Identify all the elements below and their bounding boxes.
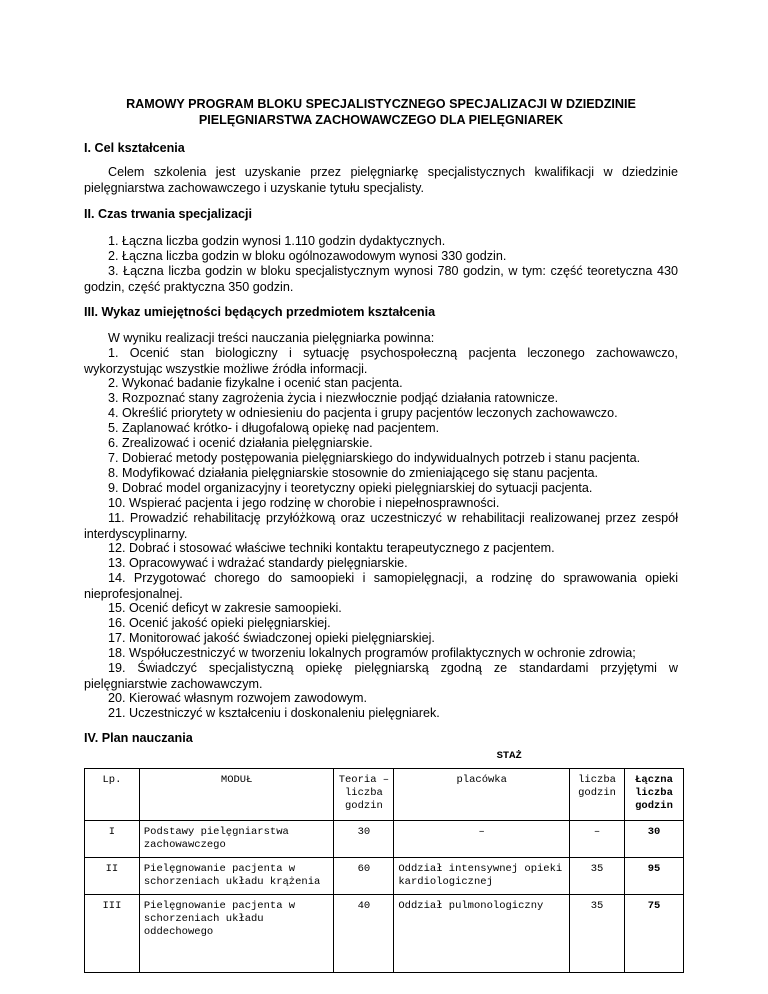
list-item: 3. Rozpoznać stany zagrożenia życia i niezwłocznie podjąć działania ratownicze. [108,391,559,405]
table-cell: 30 [625,820,684,857]
list-item: 8. Modyfikować działania pielęgniarskie stosownie do zmieniającego się stanu pacjenta. [108,466,599,480]
table-cell: 35 [570,894,625,972]
table-cell: Pielęgnowanie pacjenta w schorzeniach układu oddechowego [139,894,334,972]
list-item: 4. Określić priorytety w odniesieniu do pacjenta i grupy pacjentów leczonych zachowawczo. [108,406,618,420]
header-teoria: Teoria – liczba godzin [334,768,394,820]
list-item: 20. Kierować własnym rozwojem zawodowym. [108,691,367,705]
table-cell: Oddział intensywnej opieki kardiologicznej [394,857,570,894]
table-cell: Podstawy pielęgniarstwa zachowawczego [139,820,334,857]
header-lp: Lp. [85,768,140,820]
list-item: 16. Ocenić jakość opieki pielęgniarskiej. [108,616,331,630]
curriculum-table [84,746,684,973]
list-item: 14. Przygotować chorego do samoopieki i samopielęgnacji, a rodzinę do sprawowania opieki nieprofesjonalnej. [84,571,678,601]
table-cell: 40 [334,894,394,972]
section-1-paragraph: Celem szkolenia jest uzyskanie przez pielęgniarkę specjalistycznych kwalifikacji w dziedzinie pielęgniarstwa zachowawczego i uzyskanie tytułu specjalisty. [84,165,678,195]
table-cell: – [394,820,570,857]
section-heading-2: II. Czas trwania specjalizacji [84,207,252,221]
table-cell: 95 [625,857,684,894]
document-title: RAMOWY PROGRAM BLOKU SPECJALISTYCZNEGO SPECJALIZACJI W DZIEDZINIE PIELĘGNIARSTWA ZACHOWAWCZEGO DLA PIELĘGNIAREK [126,97,636,127]
list-item: 13. Opracowywać i wdrażać standardy pielęgniarskie. [108,556,408,570]
table-cell: I [85,820,140,857]
list-item: 15. Ocenić deficyt w zakresie samoopieki. [108,601,342,615]
list-item: 5. Zaplanować krótko- i długofalową opiekę nad pacjentem. [108,421,440,435]
list-item: 7. Dobierać metody postępowania pielęgniarskiego do indywidualnych potrzeb i stanu pacjenta. [108,451,641,465]
table-cell: 30 [334,820,394,857]
staz-header: STAŻ [394,746,625,768]
header-liczba-godzin: liczba godzin [570,768,625,820]
table-cell: Pielęgnowanie pacjenta w schorzeniach układu krążenia [139,857,334,894]
table-cell: 35 [570,857,625,894]
table-cell: 75 [625,894,684,972]
table-cell: Oddział pulmonologiczny [394,894,570,972]
table-row [85,857,684,894]
list-item: 11. Prowadzić rehabilitację przyłóżkową oraz uczestniczyć w rehabilitacji realizowanej przez zespół interdyscyplinarny. [84,511,678,541]
list-item: 3. Łączna liczba godzin w bloku specjalistycznym wynosi 780 godzin, w tym: część teoretyczna 430 godzin, część praktyczna 350 godzin. [84,264,678,294]
section-heading-1: I. Cel kształcenia [84,141,185,155]
header-laczna: Łączna liczba godzin [625,768,684,820]
header-placowka: placówka [394,768,570,820]
list-item: 18. Współuczestniczyć w tworzeniu lokalnych programów profilaktycznych w ochronie zdrowia; [108,646,636,660]
section-heading-3: III. Wykaz umiejętności będących przedmiotem kształcenia [84,305,436,319]
section-3-intro: W wyniku realizacji treści nauczania pielęgniarka powinna: [108,331,435,345]
list-item: 21. Uczestniczyć w kształceniu i doskonaleniu pielęgniarek. [108,706,440,720]
table-cell: II [85,857,140,894]
table-row [85,894,684,972]
list-item: 6. Zrealizować i ocenić działania pielęgniarskie. [108,436,373,450]
list-item: 2. Łączna liczba godzin w bloku ogólnozawodowym wynosi 330 godzin. [108,249,507,263]
section-heading-4: IV. Plan nauczania [84,731,193,745]
table-cell: III [85,894,140,972]
table-row [85,820,684,857]
table-cell: 60 [334,857,394,894]
list-item: 2. Wykonać badanie fizykalne i ocenić stan pacjenta. [108,376,403,390]
list-item: 17. Monitorować jakość świadczonej opieki pielęgniarskiej. [108,631,435,645]
header-modul: MODUŁ [139,768,334,820]
list-item: 10. Wspierać pacjenta i jego rodzinę w chorobie i niepełnosprawności. [108,496,500,510]
list-item: 19. Świadczyć specjalistyczną opiekę pielęgniarską zgodną ze standardami przyjętymi w pielęgniarstwie zachowawczym. [84,661,678,691]
list-item: 1. Łączna liczba godzin wynosi 1.110 godzin dydaktycznych. [108,234,446,248]
table-cell: – [570,820,625,857]
list-item: 9. Dobrać model organizacyjny i teoretyczny opieki pielęgniarskiej do sytuacji pacjenta. [108,481,593,495]
list-item: 1. Ocenić stan biologiczny i sytuację psychospołeczną pacjenta leczonego zachowawczo, wykorzystując wszystkie możliwe źródła informacji. [84,346,678,376]
list-item: 12. Dobrać i stosować właściwe techniki kontaktu terapeutycznego z pacjentem. [108,541,555,555]
